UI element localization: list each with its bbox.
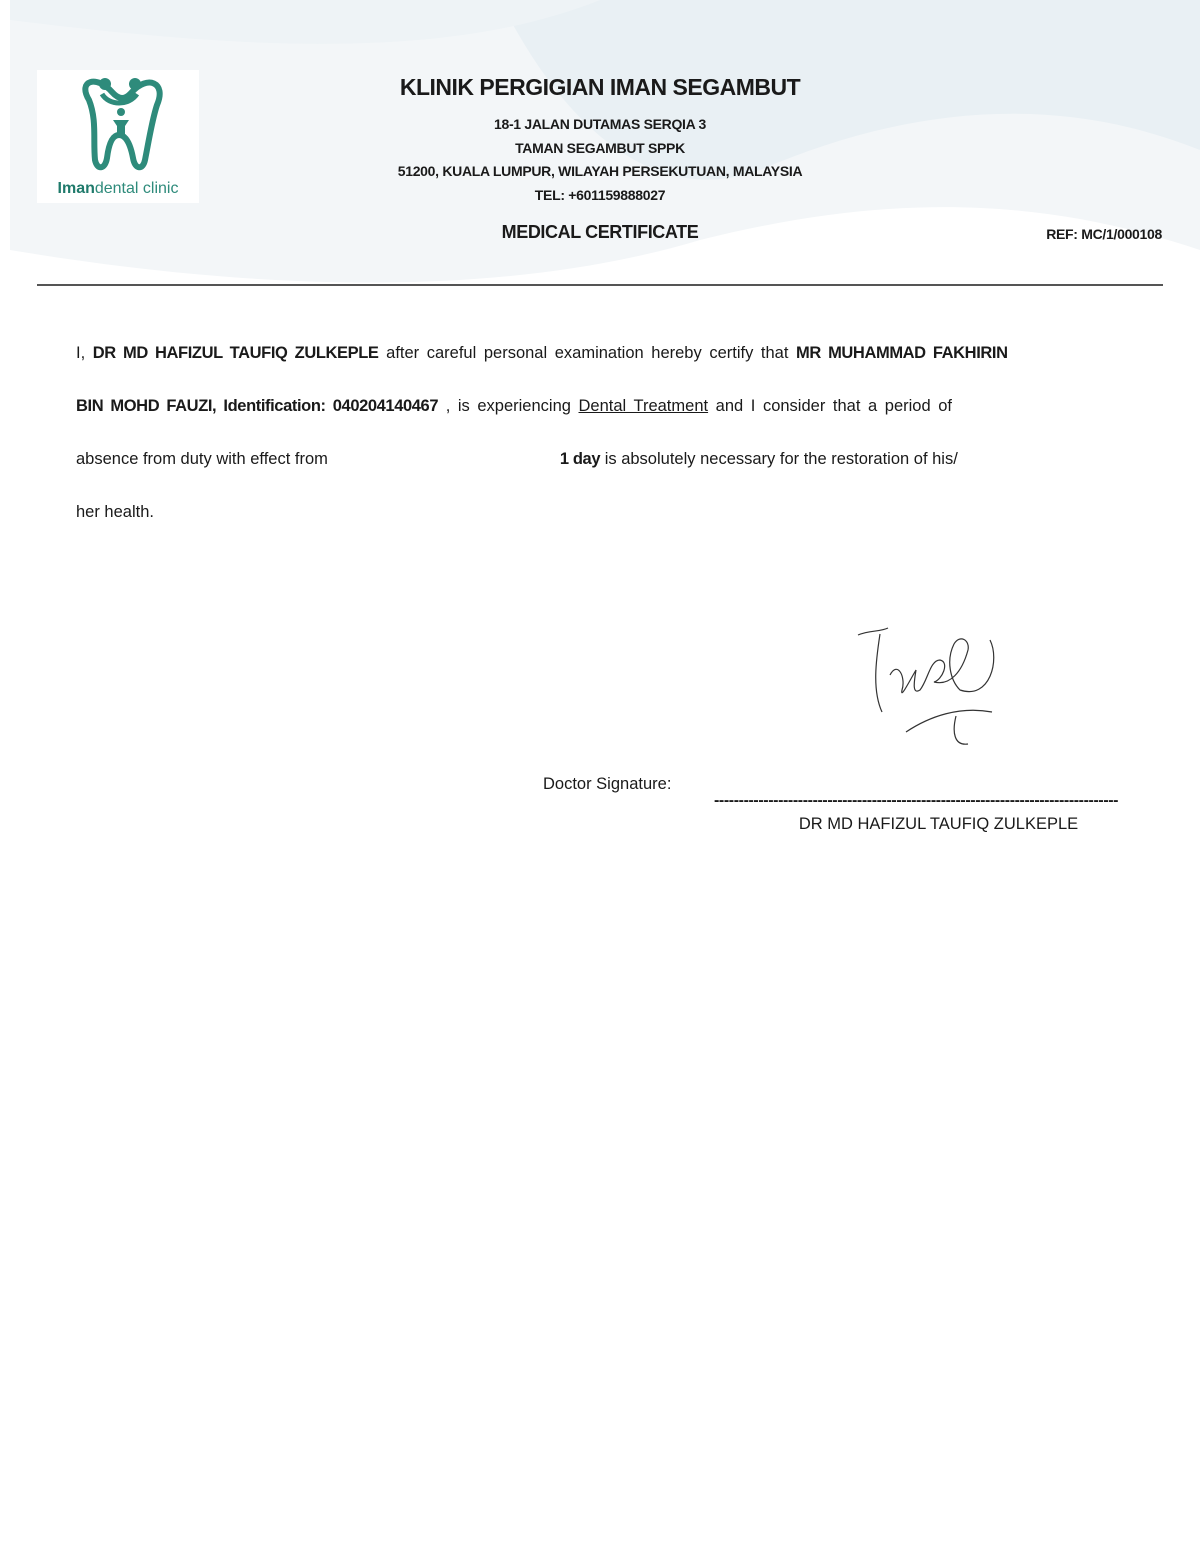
certificate-line-1: I, DR MD HAFIZUL TAUFIQ ZULKEPLE after careful personal examination hereby certify that MR MUHAMMAD FAKHIRIN — [76, 344, 1008, 362]
signature-label: Doctor Signature: — [543, 775, 672, 793]
reference-number: REF: MC/1/000108 — [1046, 226, 1162, 242]
doctor-name: DR MD HAFIZUL TAUFIQ ZULKEPLE — [92, 344, 379, 362]
document-title: MEDICAL CERTIFICATE — [501, 222, 699, 242]
signature-line: ---------------------------------------------------------------------------------- — [714, 792, 1119, 809]
certificate-line-2: BIN MOHD FAUZI, Identification: 040204140467 , is experiencing Dental Treatment and I consider that a period of — [76, 397, 952, 415]
signing-doctor-name: DR MD HAFIZUL TAUFIQ ZULKEPLE — [798, 815, 1079, 833]
certificate-line-3: absence from duty with effect from 1 day is absolutely necessary for the restoration of his/ — [76, 450, 958, 468]
address-line-2: TAMAN SEGAMBUT SPPK — [515, 140, 685, 156]
patient-name: MR MUHAMMAD FAKHIRIN — [796, 344, 1008, 362]
clinic-name: KLINIK PERGIGIAN IMAN SEGAMBUT — [399, 74, 801, 100]
address-line-3: 51200, KUALA LUMPUR, WILAYAH PERSEKUTUAN, MALAYSIA — [397, 163, 803, 179]
handwritten-signature — [850, 620, 1010, 755]
clinic-phone: TEL: +601159888027 — [534, 187, 666, 203]
patient-identification: BIN MOHD FAUZI, Identification: 040204140467 — [76, 397, 439, 415]
logo-wordmark: Imandental clinic — [57, 180, 179, 197]
address-line-1: 18-1 JALAN DUTAMAS SERQIA 3 — [493, 116, 707, 132]
duration: 1 day — [559, 450, 601, 468]
certificate-line-4: her health. — [76, 503, 154, 521]
condition: Dental Treatment — [578, 397, 709, 415]
header-divider — [37, 284, 1163, 286]
